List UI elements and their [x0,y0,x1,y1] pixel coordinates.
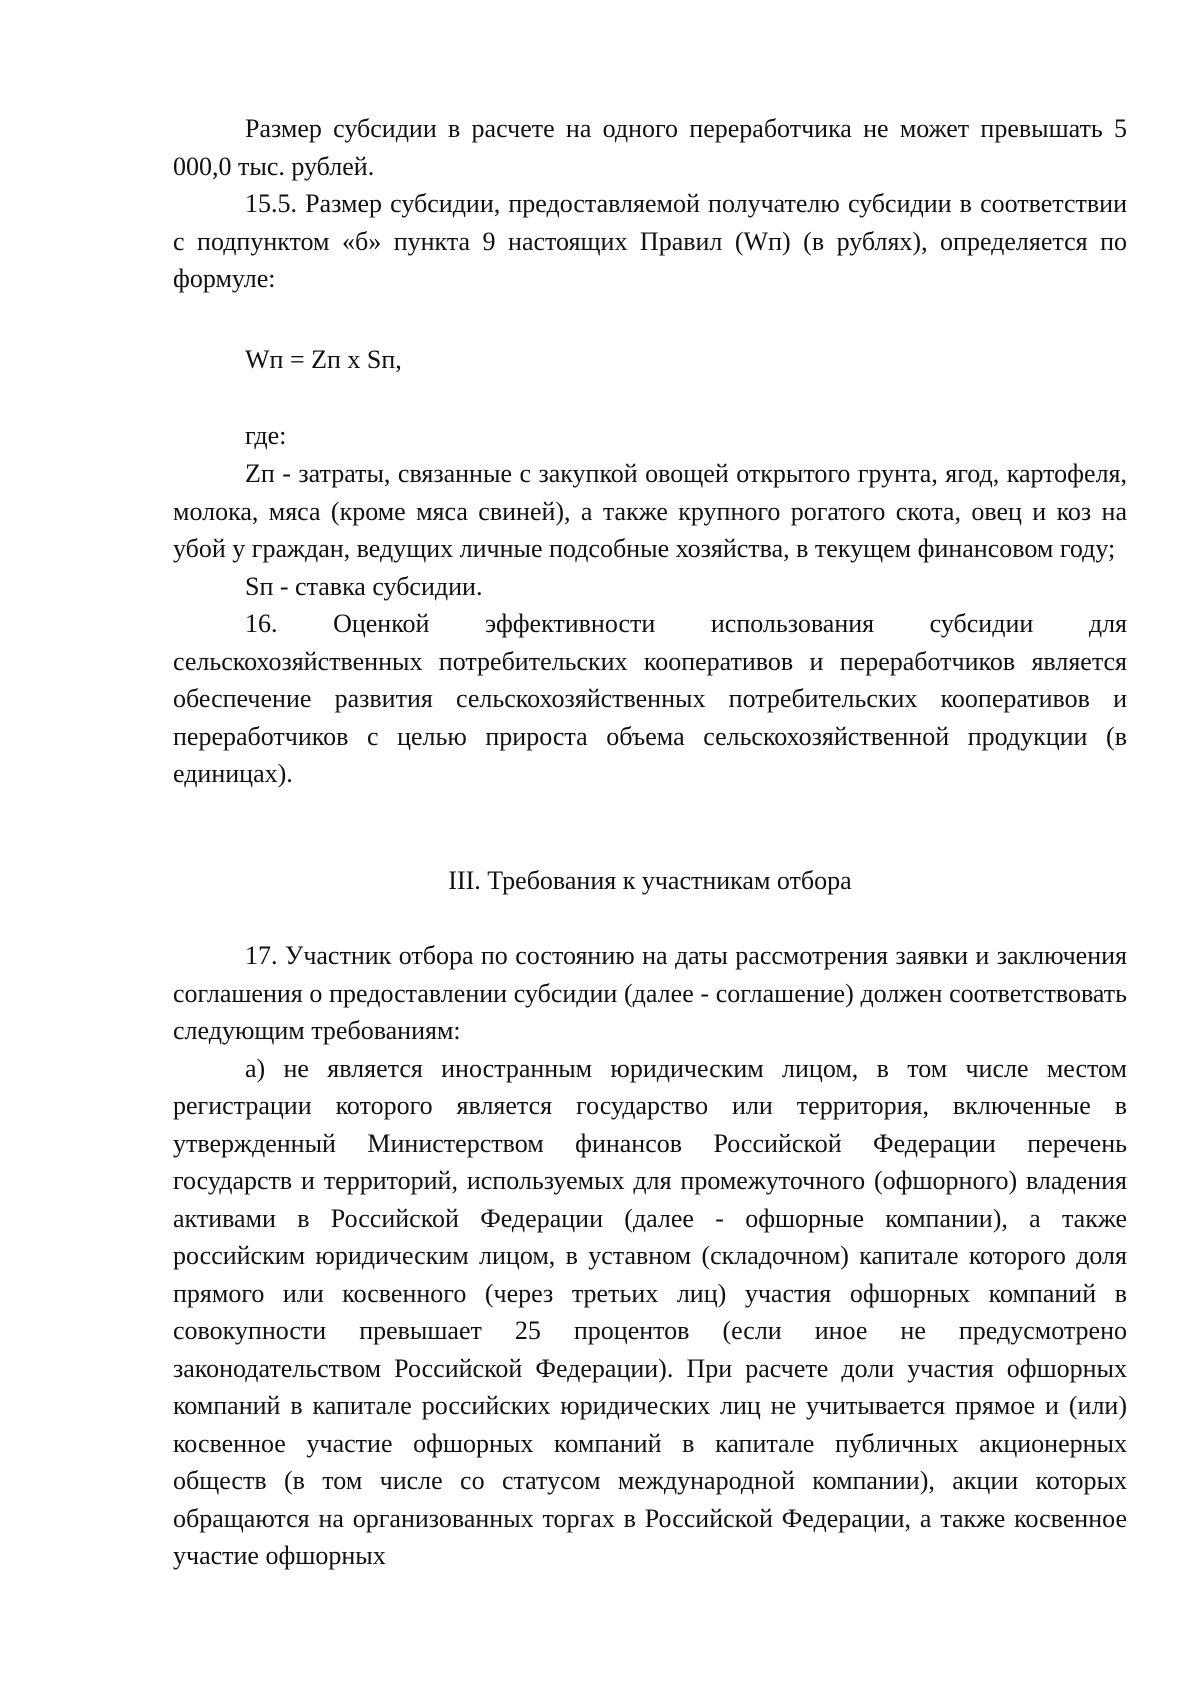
paragraph-15-5: 15.5. Размер субсидии, предоставляемой получателю субсидии в соответствии с подпунктом «б» пункта 9 настоящих Правил (Wп) (в рублях), определяется по формуле: [173,189,1127,293]
paragraph-17-a: а) не является иностранным юридическим лицом, в том числе местом регистрации которого является государство или территория, включенные в утвержденный Министерством финансов Российской Федерации перечень государств и территорий, используемых для промежуточного (офшорного) владения активами в Российской Федерации (далее - офшорные компании), а также российским юридическим лицом, в уставном (складочном) капитале которого доля прямого или косвенного (через третьих лиц) участия офшорных компаний в совокупности превышает 25 процентов (если иное не предусмотрено законодательством Российской Федерации). При расчете доли участия офшорных компаний в капитале российских юридических лиц не учитывается прямое и (или) косвенное участие офшорных компаний в капитале публичных акционерных обществ (в том числе со статусом международной компании), акции которых обращаются на организованных торгах в Российской Федерации, а также косвенное участие офшорных [173,1053,1127,1570]
paragraph-zp-definition: Zп - затраты, связанные с закупкой овощей открытого грунта, ягод, картофеля, молока, мяса (кроме мяса свиней), а также крупного рогатого скота, овец и коз на убой у граждан, ведущих личные подсобные хозяйства, в текущем финансовом году; [173,459,1127,563]
text-block-requirements [173,937,1127,1575]
paragraph-max-subsidy: Размер субсидии в расчете на одного переработчика не может превышать 5 000,0 тыс. рублей. [173,114,1127,181]
where-label: где: [245,421,287,450]
paragraph-16: 16. Оценкой эффективности использования субсидии для сельскохозяйственных потребительских кооперативов и переработчиков является обеспечение развития сельскохозяйственных потребительских кооперативов и переработчиков с целью прироста объема сельскохозяйственной продукции (в единицах). [173,609,1127,788]
section-heading: III. Требования к участникам отбора [448,866,852,895]
formula-wp: Wп = Zп х Sп, [245,345,402,374]
paragraph-sp-definition: Sп - ставка субсидии. [245,571,483,601]
text-block-definitions [173,455,1127,793]
text-block-subsidy-size [173,110,1127,298]
paragraph-17: 17. Участник отбора по состоянию на даты рассмотрения заявки и заключения соглашения о предоставлении субсидии (далее - соглашение) должен соответствовать следующим требованиям: [173,941,1127,1045]
